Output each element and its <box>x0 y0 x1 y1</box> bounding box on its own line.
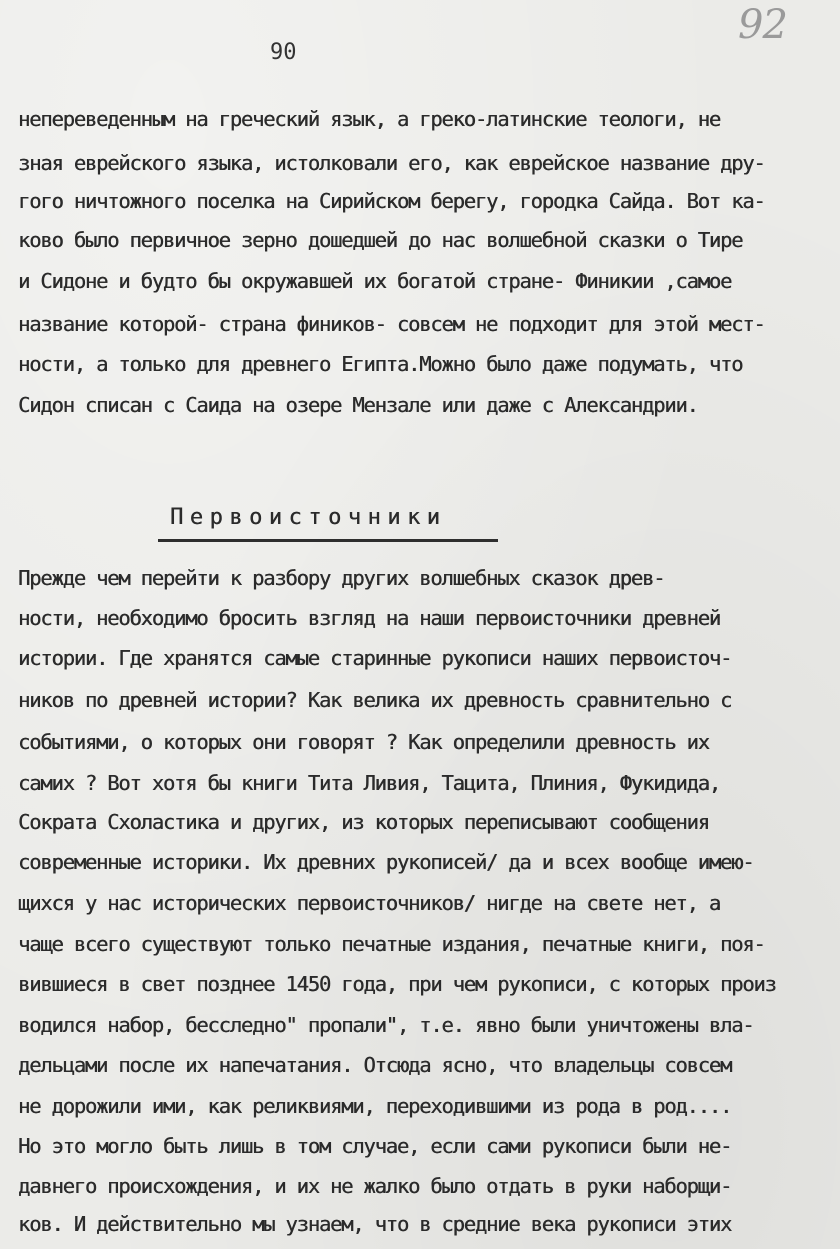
text-line: ково было первичное зерно дошедшей до нас волшебной сказки о Тире <box>18 228 743 252</box>
text-line: дельцами после их напечатания. Отсюда ясно, что владельцы совсем <box>18 1053 732 1077</box>
text-line: ников по древней истории? Как велика их древность сравнительно с <box>18 688 732 712</box>
text-line: Сократа Схоластика и других, из которых переписывают сообщения <box>18 810 709 834</box>
page-number: 90 <box>270 40 297 65</box>
text-line: истории. Где хранятся самые старинные рукописи наших первоисточ- <box>18 646 732 670</box>
text-line: ков. И действительно мы узнаем, что в средние века рукописи этих <box>18 1212 732 1236</box>
section-heading: Первоисточники <box>170 505 447 530</box>
text-line: событиями, о которых они говорят ? Как определили древность их <box>18 730 709 754</box>
text-line: давнего происхождения, и их не жалко было отдать в руки наборщи- <box>18 1174 732 1198</box>
text-line: водился набор, бесследно" пропали", т.е. явно были уничтожены вла- <box>18 1013 754 1037</box>
text-line: ности, необходимо бросить взгляд на наши первоисточники древней <box>18 606 720 630</box>
text-line: гого ничтожного поселка на Сирийском берегу, городка Сайда. Вот ка- <box>18 189 765 213</box>
text-line: ности, а только для древнего Египта.Можно было даже подумать, что <box>18 352 743 376</box>
text-line: современные историки. Их древних рукописей/ да и всех вообще имею- <box>18 850 754 874</box>
text-line: Сидон списан с Саида на озере Мензале или даже с Александрии. <box>18 393 698 417</box>
text-line: самих ? Вот хотя бы книги Тита Ливия, Тацита, Плиния, Фукидида, <box>18 771 720 795</box>
text-line: название которой- страна фиников- совсем не подходит для этой мест- <box>18 312 765 336</box>
heading-underline <box>158 539 498 542</box>
archive-page-number: 92 <box>738 2 787 48</box>
text-line: и Сидоне и будто бы окружавшей их богатой стране- Финикии ,самое <box>18 269 732 293</box>
text-line: щихся у нас исторических первоисточников/ нигде на свете нет, а <box>18 891 720 915</box>
text-line: Прежде чем перейти к разбору других волшебных сказок древ- <box>18 566 665 590</box>
text-line: зная еврейского языка, истолковали его, как еврейское название дру- <box>18 151 765 175</box>
text-line: непереведенным на греческий язык, а греко-латинские теологи, не <box>18 107 720 131</box>
text-line: не дорожили ими, как реликвиями, переходившими из рода в род.... <box>18 1094 732 1118</box>
text-line: Но это могло быть лишь в том случае, если сами рукописи были не- <box>18 1134 732 1158</box>
text-line: чаще всего существуют только печатные издания, печатные книги, поя- <box>18 932 765 956</box>
text-line: вившиеся в свет позднее 1450 года, при чем рукописи, с которых произ <box>18 972 776 996</box>
